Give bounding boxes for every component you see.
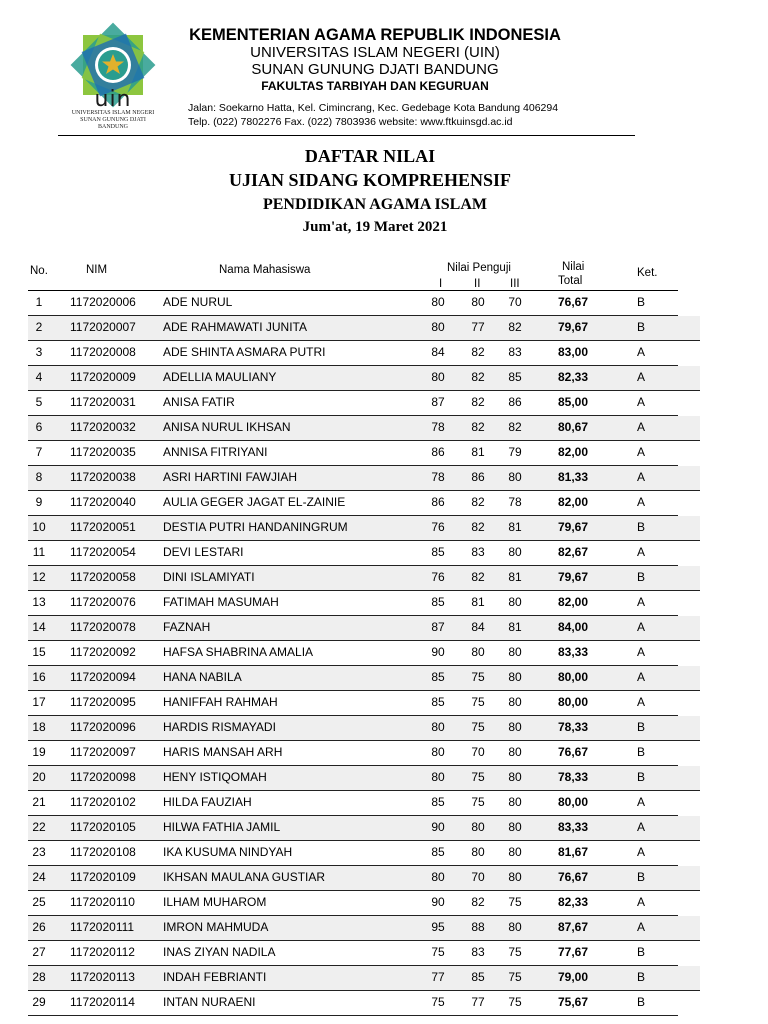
row-score-1: 78 <box>431 420 445 434</box>
row-score-3: 80 <box>508 595 522 609</box>
header-total: Total <box>558 275 583 287</box>
row-nim: 1172020007 <box>70 320 136 334</box>
row-grade: A <box>636 620 645 634</box>
row-score-1: 80 <box>431 745 445 759</box>
row-student-name: ANISA NURUL IKHSAN <box>163 420 291 434</box>
row-total: 82,33 <box>557 370 589 384</box>
row-grade: A <box>636 820 645 834</box>
table-row <box>28 691 678 716</box>
row-grade: B <box>636 870 645 884</box>
row-number: 10 <box>32 520 46 534</box>
row-score-3: 75 <box>508 970 522 984</box>
ministry-name: KEMENTERIAN AGAMA REPUBLIK INDONESIA <box>189 26 561 44</box>
table-row <box>28 766 700 791</box>
row-total: 82,00 <box>557 595 589 609</box>
row-total: 87,67 <box>557 920 589 934</box>
row-score-2: 82 <box>471 370 485 384</box>
row-score-2: 82 <box>471 420 485 434</box>
row-grade: B <box>636 320 645 334</box>
row-number: 27 <box>32 945 46 959</box>
table-row <box>28 516 700 541</box>
logo-sub-3: BANDUNG <box>98 124 128 130</box>
row-student-name: HAFSA SHABRINA AMALIA <box>163 645 314 659</box>
row-score-1: 80 <box>431 320 445 334</box>
row-grade: A <box>636 895 645 909</box>
row-score-2: 75 <box>471 695 485 709</box>
row-total: 79,67 <box>557 320 589 334</box>
row-number: 25 <box>32 895 46 909</box>
table-row <box>28 466 700 491</box>
row-nim: 1172020095 <box>70 695 136 709</box>
header-nilai: Nilai <box>562 261 585 273</box>
row-score-1: 80 <box>431 870 445 884</box>
row-total: 78,33 <box>557 720 589 734</box>
row-score-1: 77 <box>431 970 445 984</box>
row-total: 75,67 <box>557 995 589 1009</box>
row-grade: B <box>636 770 645 784</box>
row-total: 83,33 <box>557 645 589 659</box>
table-row <box>28 891 678 916</box>
logo-caption <box>58 87 168 131</box>
row-nim: 1172020054 <box>70 545 136 559</box>
row-grade: B <box>636 720 645 734</box>
row-score-3: 80 <box>508 770 522 784</box>
row-nim: 1172020008 <box>70 345 136 359</box>
row-grade: A <box>636 845 645 859</box>
row-grade: A <box>636 645 645 659</box>
header-ket: Ket. <box>637 267 658 279</box>
row-grade: B <box>636 970 645 984</box>
row-nim: 1172020112 <box>70 945 135 959</box>
row-score-1: 85 <box>431 695 445 709</box>
row-score-1: 86 <box>431 495 445 509</box>
row-score-3: 80 <box>508 470 522 484</box>
row-student-name: ASRI HARTINI FAWJIAH <box>163 470 298 484</box>
row-student-name: AULIA GEGER JAGAT EL-ZAINIE <box>163 495 346 509</box>
table-row <box>28 716 700 741</box>
row-number: 6 <box>35 420 43 434</box>
row-student-name: ANISA FATIR <box>163 395 235 409</box>
row-student-name: ADE NURUL <box>163 295 233 309</box>
logo-wordmark: uin <box>94 87 132 112</box>
row-student-name: INTAN NURAENI <box>163 995 256 1009</box>
row-total: 82,00 <box>557 445 589 459</box>
row-number: 28 <box>32 970 46 984</box>
row-student-name: DEVI LESTARI <box>163 545 244 559</box>
table-row <box>28 666 700 691</box>
row-nim: 1172020113 <box>70 970 135 984</box>
row-nim: 1172020032 <box>70 420 136 434</box>
row-score-3: 80 <box>508 795 522 809</box>
row-nim: 1172020051 <box>70 520 136 534</box>
row-number: 13 <box>32 595 46 609</box>
row-nim: 1172020009 <box>70 370 136 384</box>
table-row <box>28 341 678 366</box>
row-number: 23 <box>32 845 46 859</box>
logo-sub-1: UNIVERSITAS ISLAM NEGERI <box>71 110 155 116</box>
row-score-2: 82 <box>471 895 485 909</box>
row-number: 29 <box>32 995 46 1009</box>
row-student-name: IKA KUSUMA NINDYAH <box>163 845 293 859</box>
row-score-3: 80 <box>508 870 522 884</box>
row-nim: 1172020097 <box>70 745 136 759</box>
row-score-2: 82 <box>471 570 485 584</box>
row-number: 2 <box>35 320 43 334</box>
row-grade: A <box>636 420 645 434</box>
row-nim: 1172020078 <box>70 620 136 634</box>
table-row <box>28 816 700 841</box>
row-score-1: 80 <box>431 770 445 784</box>
row-score-3: 80 <box>508 645 522 659</box>
row-grade: A <box>636 695 645 709</box>
header-penguji-2: II <box>474 278 481 290</box>
row-student-name: IMRON MAHMUDA <box>163 920 269 934</box>
row-nim: 1172020108 <box>70 845 136 859</box>
table-row <box>28 841 678 866</box>
row-nim: 1172020006 <box>70 295 136 309</box>
table-row <box>28 441 678 466</box>
row-score-1: 87 <box>431 395 445 409</box>
row-score-3: 82 <box>508 420 522 434</box>
doc-title: DAFTAR NILAI <box>304 146 436 166</box>
row-score-2: 84 <box>471 620 485 634</box>
row-number: 8 <box>35 470 43 484</box>
row-nim: 1172020096 <box>70 720 136 734</box>
row-nim: 1172020114 <box>70 995 135 1009</box>
row-score-3: 80 <box>508 670 522 684</box>
row-nim: 1172020058 <box>70 570 136 584</box>
row-grade: A <box>636 470 645 484</box>
row-nim: 1172020076 <box>70 595 136 609</box>
row-score-1: 85 <box>431 670 445 684</box>
row-total: 76,67 <box>557 745 589 759</box>
table-row <box>28 866 700 891</box>
table-row <box>28 741 678 766</box>
row-grade: B <box>636 945 645 959</box>
row-score-3: 80 <box>508 820 522 834</box>
row-score-2: 82 <box>471 495 485 509</box>
row-grade: A <box>636 545 645 559</box>
row-score-2: 85 <box>471 970 485 984</box>
university-name: UNIVERSITAS ISLAM NEGERI (UIN) <box>250 44 500 61</box>
row-number: 3 <box>35 345 43 359</box>
row-nim: 1172020031 <box>70 395 136 409</box>
row-total: 78,33 <box>557 770 589 784</box>
row-student-name: FATIMAH MASUMAH <box>163 595 279 609</box>
row-number: 1 <box>35 295 43 309</box>
row-nim: 1172020092 <box>70 645 136 659</box>
row-student-name: ADE SHINTA ASMARA PUTRI <box>163 345 326 359</box>
row-score-3: 75 <box>508 995 522 1009</box>
row-number: 16 <box>32 670 46 684</box>
row-score-2: 83 <box>471 545 485 559</box>
row-nim: 1172020111 <box>70 920 135 934</box>
row-nim: 1172020094 <box>70 670 136 684</box>
address-line: Jalan: Soekarno Hatta, Kel. Cimincrang, Kec. Gedebage Kota Bandung 406294 <box>188 102 559 114</box>
logo-sub-2: SUNAN GUNUNG DJATI <box>80 117 146 123</box>
row-number: 5 <box>35 395 43 409</box>
table-row <box>28 941 678 966</box>
row-total: 80,00 <box>557 795 589 809</box>
row-grade: A <box>636 395 645 409</box>
row-total: 82,67 <box>557 545 589 559</box>
row-score-1: 90 <box>431 645 445 659</box>
row-grade: B <box>636 570 645 584</box>
row-total: 83,00 <box>557 345 589 359</box>
table-row <box>28 966 700 991</box>
table-row <box>28 791 678 816</box>
table-row <box>28 391 678 416</box>
row-total: 85,00 <box>557 395 589 409</box>
row-score-1: 85 <box>431 845 445 859</box>
row-number: 24 <box>32 870 46 884</box>
row-score-3: 80 <box>508 845 522 859</box>
header-nim: NIM <box>86 264 108 276</box>
row-score-1: 80 <box>431 295 445 309</box>
grade-table-body <box>0 291 768 1016</box>
table-row <box>28 491 678 516</box>
row-score-1: 75 <box>431 945 445 959</box>
row-grade: A <box>636 495 645 509</box>
row-score-1: 76 <box>431 520 445 534</box>
row-score-1: 95 <box>431 920 445 934</box>
row-number: 9 <box>35 495 43 509</box>
row-score-3: 70 <box>508 295 522 309</box>
row-score-1: 76 <box>431 570 445 584</box>
table-row <box>28 916 700 941</box>
row-score-3: 80 <box>508 695 522 709</box>
row-score-2: 86 <box>471 470 485 484</box>
row-score-2: 82 <box>471 345 485 359</box>
row-number: 20 <box>32 770 46 784</box>
row-score-2: 81 <box>471 595 485 609</box>
row-number: 26 <box>32 920 46 934</box>
row-score-1: 85 <box>431 595 445 609</box>
row-score-1: 84 <box>431 345 445 359</box>
row-grade: A <box>636 795 645 809</box>
row-total: 82,33 <box>557 895 589 909</box>
university-name-2: SUNAN GUNUNG DJATI BANDUNG <box>251 61 499 78</box>
row-total: 79,67 <box>557 570 589 584</box>
row-score-3: 80 <box>508 920 522 934</box>
header-penguji-3: III <box>510 278 520 290</box>
row-number: 15 <box>32 645 46 659</box>
row-score-2: 77 <box>471 995 485 1009</box>
row-score-3: 78 <box>508 495 522 509</box>
row-student-name: FAZNAH <box>163 620 211 634</box>
row-total: 80,00 <box>557 670 589 684</box>
row-total: 80,00 <box>557 695 589 709</box>
row-score-2: 88 <box>471 920 485 934</box>
row-grade: A <box>636 920 645 934</box>
row-number: 17 <box>32 695 46 709</box>
letterhead-divider <box>58 135 635 136</box>
table-row <box>28 416 700 441</box>
table-row <box>28 316 700 341</box>
row-nim: 1172020109 <box>70 870 136 884</box>
row-number: 21 <box>32 795 46 809</box>
row-score-2: 75 <box>471 720 485 734</box>
row-total: 83,33 <box>557 820 589 834</box>
row-score-3: 80 <box>508 745 522 759</box>
row-score-3: 75 <box>508 895 522 909</box>
row-grade: A <box>636 670 645 684</box>
row-student-name: ADELLIA MAULIANY <box>163 370 277 384</box>
row-score-3: 81 <box>508 520 522 534</box>
row-student-name: ADE RAHMAWATI JUNITA <box>163 320 307 334</box>
row-score-2: 80 <box>471 820 485 834</box>
table-row <box>28 566 700 591</box>
row-score-1: 75 <box>431 995 445 1009</box>
row-score-1: 80 <box>431 720 445 734</box>
row-score-2: 80 <box>471 295 485 309</box>
row-student-name: HILWA FATHIA JAMIL <box>163 820 281 834</box>
row-score-2: 75 <box>471 795 485 809</box>
row-grade: B <box>636 995 645 1009</box>
row-total: 79,00 <box>557 970 589 984</box>
header-penguji-1: I <box>439 278 443 290</box>
row-student-name: HENY ISTIQOMAH <box>163 770 267 784</box>
row-score-3: 83 <box>508 345 522 359</box>
row-score-1: 87 <box>431 620 445 634</box>
row-grade: A <box>636 595 645 609</box>
row-number: 11 <box>32 545 46 559</box>
row-total: 81,33 <box>557 470 589 484</box>
row-score-2: 70 <box>471 745 485 759</box>
row-number: 18 <box>32 720 46 734</box>
row-score-2: 82 <box>471 520 485 534</box>
row-student-name: HARIS MANSAH ARH <box>163 745 283 759</box>
row-score-1: 86 <box>431 445 445 459</box>
row-grade: B <box>636 745 645 759</box>
row-total: 84,00 <box>557 620 589 634</box>
row-nim: 1172020098 <box>70 770 136 784</box>
row-score-1: 78 <box>431 470 445 484</box>
row-total: 76,67 <box>557 870 589 884</box>
row-number: 12 <box>32 570 46 584</box>
row-score-1: 90 <box>431 820 445 834</box>
row-score-2: 82 <box>471 395 485 409</box>
row-score-2: 77 <box>471 320 485 334</box>
row-number: 4 <box>35 370 43 384</box>
row-student-name: INDAH FEBRIANTI <box>163 970 267 984</box>
row-score-2: 80 <box>471 845 485 859</box>
row-grade: A <box>636 445 645 459</box>
program-name: PENDIDIKAN AGAMA ISLAM <box>262 196 487 213</box>
row-number: 7 <box>35 445 43 459</box>
table-row <box>28 616 700 641</box>
row-student-name: HANA NABILA <box>163 670 242 684</box>
row-score-3: 86 <box>508 395 522 409</box>
row-score-1: 80 <box>431 370 445 384</box>
faculty-name: FAKULTAS TARBIYAH DAN KEGURUAN <box>261 79 489 93</box>
row-student-name: INAS ZIYAN NADILA <box>163 945 276 959</box>
row-number: 22 <box>32 820 46 834</box>
row-score-3: 81 <box>508 570 522 584</box>
row-score-2: 75 <box>471 770 485 784</box>
letterhead-address <box>188 101 608 129</box>
header-nama: Nama Mahasiswa <box>219 264 311 276</box>
row-student-name: HILDA FAUZIAH <box>163 795 252 809</box>
row-grade: B <box>636 520 645 534</box>
row-score-3: 80 <box>508 545 522 559</box>
row-score-1: 90 <box>431 895 445 909</box>
row-total: 81,67 <box>557 845 589 859</box>
row-student-name: ILHAM MUHAROM <box>163 895 267 909</box>
table-row <box>28 591 678 616</box>
table-row <box>28 991 678 1016</box>
row-nim: 1172020105 <box>70 820 136 834</box>
row-student-name: ANNISA FITRIYANI <box>163 445 268 459</box>
row-score-3: 75 <box>508 945 522 959</box>
row-total: 77,67 <box>557 945 589 959</box>
table-row <box>28 366 700 391</box>
row-nim: 1172020102 <box>70 795 136 809</box>
row-number: 19 <box>32 745 46 759</box>
doc-subtitle: UJIAN SIDANG KOMPREHENSIF <box>228 170 512 190</box>
table-row <box>28 641 678 666</box>
row-student-name: IKHSAN MAULANA GUSTIAR <box>163 870 326 884</box>
row-student-name: DINI ISLAMIYATI <box>163 570 255 584</box>
row-grade: A <box>636 345 645 359</box>
row-score-2: 75 <box>471 670 485 684</box>
header-no: No. <box>30 265 48 277</box>
row-score-3: 82 <box>508 320 522 334</box>
row-nim: 1172020040 <box>70 495 136 509</box>
row-score-2: 81 <box>471 445 485 459</box>
row-student-name: DESTIA PUTRI HANDANINGRUM <box>163 520 348 534</box>
row-grade: A <box>636 370 645 384</box>
row-score-3: 81 <box>508 620 522 634</box>
row-score-2: 83 <box>471 945 485 959</box>
header-nilai-penguji: Nilai Penguji <box>447 262 511 274</box>
row-grade: B <box>636 295 645 309</box>
row-student-name: HARDIS RISMAYADI <box>163 720 276 734</box>
row-score-2: 80 <box>471 645 485 659</box>
row-nim: 1172020038 <box>70 470 136 484</box>
exam-date: Jum'at, 19 Maret 2021 <box>302 219 448 235</box>
row-score-1: 85 <box>431 795 445 809</box>
row-student-name: HANIFFAH RAHMAH <box>163 695 278 709</box>
letterhead <box>165 26 585 94</box>
table-row <box>28 541 678 566</box>
row-number: 14 <box>32 620 46 634</box>
row-total: 82,00 <box>557 495 589 509</box>
row-score-3: 85 <box>508 370 522 384</box>
row-total: 80,67 <box>557 420 589 434</box>
row-score-3: 80 <box>508 720 522 734</box>
table-row <box>28 291 678 316</box>
row-nim: 1172020110 <box>70 895 135 909</box>
row-nim: 1172020035 <box>70 445 136 459</box>
row-score-2: 70 <box>471 870 485 884</box>
contact-line: Telp. (022) 7802276 Fax. (022) 7803936 website: www.ftkuinsgd.ac.id <box>188 116 513 128</box>
row-total: 79,67 <box>557 520 589 534</box>
row-score-3: 79 <box>508 445 522 459</box>
row-total: 76,67 <box>557 295 589 309</box>
row-score-1: 85 <box>431 545 445 559</box>
